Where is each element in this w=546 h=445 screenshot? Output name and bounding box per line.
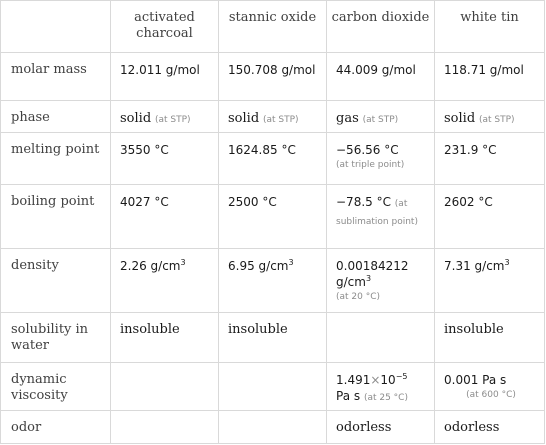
density-exponent: 3 bbox=[365, 274, 372, 283]
table-row-boiling-point bbox=[1, 185, 545, 249]
phase-note: (at STP) bbox=[478, 115, 515, 125]
melting-point-note: (at triple point) bbox=[336, 160, 405, 170]
density-value: 0.00184212 g/cm bbox=[336, 259, 409, 289]
header-row bbox=[1, 1, 545, 53]
table-row-density bbox=[1, 249, 545, 313]
molar-mass-white-tin: 118.71 g/mol bbox=[435, 53, 545, 101]
header-empty-cell bbox=[1, 1, 111, 53]
solubility-activated-charcoal: insoluble bbox=[111, 313, 219, 363]
viscosity-white-tin bbox=[435, 363, 545, 411]
phase-note: (at STP) bbox=[262, 115, 299, 125]
phase-value: solid bbox=[120, 111, 152, 126]
boiling-point-stannic-oxide: 2500 °C bbox=[219, 185, 327, 249]
odor-carbon-dioxide: odorless bbox=[327, 411, 435, 444]
boiling-point-activated-charcoal: 4027 °C bbox=[111, 185, 219, 249]
phase-note: (at STP) bbox=[362, 115, 399, 125]
column-header-stannic-oxide: stannic oxide bbox=[219, 1, 327, 53]
table-row-melting-point bbox=[1, 133, 545, 185]
density-value: 6.95 g/cm bbox=[228, 259, 289, 273]
phase-white-tin bbox=[435, 101, 545, 133]
density-exponent: 3 bbox=[180, 258, 186, 267]
melting-point-white-tin: 231.9 °C bbox=[435, 133, 545, 185]
odor-stannic-oxide bbox=[219, 411, 327, 444]
viscosity-mantissa: 1.491 bbox=[336, 373, 371, 387]
density-exponent: 3 bbox=[504, 258, 510, 267]
times-symbol: × bbox=[370, 373, 381, 387]
table-row-molar-mass bbox=[1, 53, 545, 101]
odor-white-tin: odorless bbox=[435, 411, 545, 444]
density-stannic-oxide bbox=[219, 249, 327, 313]
boiling-point-white-tin: 2602 °C bbox=[435, 185, 545, 249]
melting-point-carbon-dioxide bbox=[327, 133, 435, 185]
phase-note: (at STP) bbox=[154, 115, 191, 125]
row-label-molar-mass: molar mass bbox=[1, 53, 111, 101]
melting-point-value: −56.56 °C bbox=[336, 143, 399, 157]
viscosity-exponent: −5 bbox=[395, 372, 408, 381]
molar-mass-stannic-oxide: 150.708 g/mol bbox=[219, 53, 327, 101]
table-row-odor bbox=[1, 411, 545, 444]
viscosity-activated-charcoal bbox=[111, 363, 219, 411]
boiling-point-value: −78.5 °C bbox=[336, 195, 391, 209]
table-row-solubility bbox=[1, 313, 545, 363]
row-label-odor: odor bbox=[1, 411, 111, 444]
row-label-melting-point: melting point bbox=[1, 133, 111, 185]
solubility-stannic-oxide: insoluble bbox=[219, 313, 327, 363]
melting-point-stannic-oxide: 1624.85 °C bbox=[219, 133, 327, 185]
density-carbon-dioxide bbox=[327, 249, 435, 313]
table-row-viscosity bbox=[1, 363, 545, 411]
density-value: 7.31 g/cm bbox=[444, 259, 505, 273]
viscosity-note: (at 600 °C) bbox=[466, 390, 516, 400]
density-activated-charcoal bbox=[111, 249, 219, 313]
viscosity-carbon-dioxide bbox=[327, 363, 435, 411]
phase-value: gas bbox=[336, 111, 359, 126]
viscosity-base: 10 bbox=[380, 373, 396, 387]
melting-point-activated-charcoal: 3550 °C bbox=[111, 133, 219, 185]
odor-activated-charcoal bbox=[111, 411, 219, 444]
phase-carbon-dioxide bbox=[327, 101, 435, 133]
viscosity-stannic-oxide bbox=[219, 363, 327, 411]
density-note: (at 20 °C) bbox=[336, 292, 381, 302]
solubility-carbon-dioxide bbox=[327, 313, 435, 363]
density-exponent: 3 bbox=[288, 258, 294, 267]
viscosity-unit: Pa s bbox=[336, 389, 361, 403]
phase-activated-charcoal bbox=[111, 101, 219, 133]
row-label-solubility: solubility in water bbox=[1, 313, 111, 363]
boiling-point-note: (at sublimation point) bbox=[336, 199, 418, 227]
table-row-phase bbox=[1, 101, 545, 133]
row-label-viscosity: dynamic viscosity bbox=[1, 363, 111, 411]
density-value: 2.26 g/cm bbox=[120, 259, 181, 273]
viscosity-note: (at 25 °C) bbox=[363, 393, 408, 403]
row-label-phase: phase bbox=[1, 101, 111, 133]
column-header-activated-charcoal: activated charcoal bbox=[111, 1, 219, 53]
phase-value: solid bbox=[444, 111, 476, 126]
row-label-boiling-point: boiling point bbox=[1, 185, 111, 249]
row-label-density: density bbox=[1, 249, 111, 313]
phase-stannic-oxide bbox=[219, 101, 327, 133]
viscosity-value: 0.001 Pa s bbox=[444, 373, 507, 387]
solubility-white-tin: insoluble bbox=[435, 313, 545, 363]
column-header-carbon-dioxide: carbon dioxide bbox=[327, 1, 435, 53]
molar-mass-carbon-dioxide: 44.009 g/mol bbox=[327, 53, 435, 101]
molar-mass-activated-charcoal: 12.011 g/mol bbox=[111, 53, 219, 101]
boiling-point-carbon-dioxide bbox=[327, 185, 435, 249]
phase-value: solid bbox=[228, 111, 260, 126]
density-white-tin bbox=[435, 249, 545, 313]
column-header-white-tin: white tin bbox=[435, 1, 545, 53]
